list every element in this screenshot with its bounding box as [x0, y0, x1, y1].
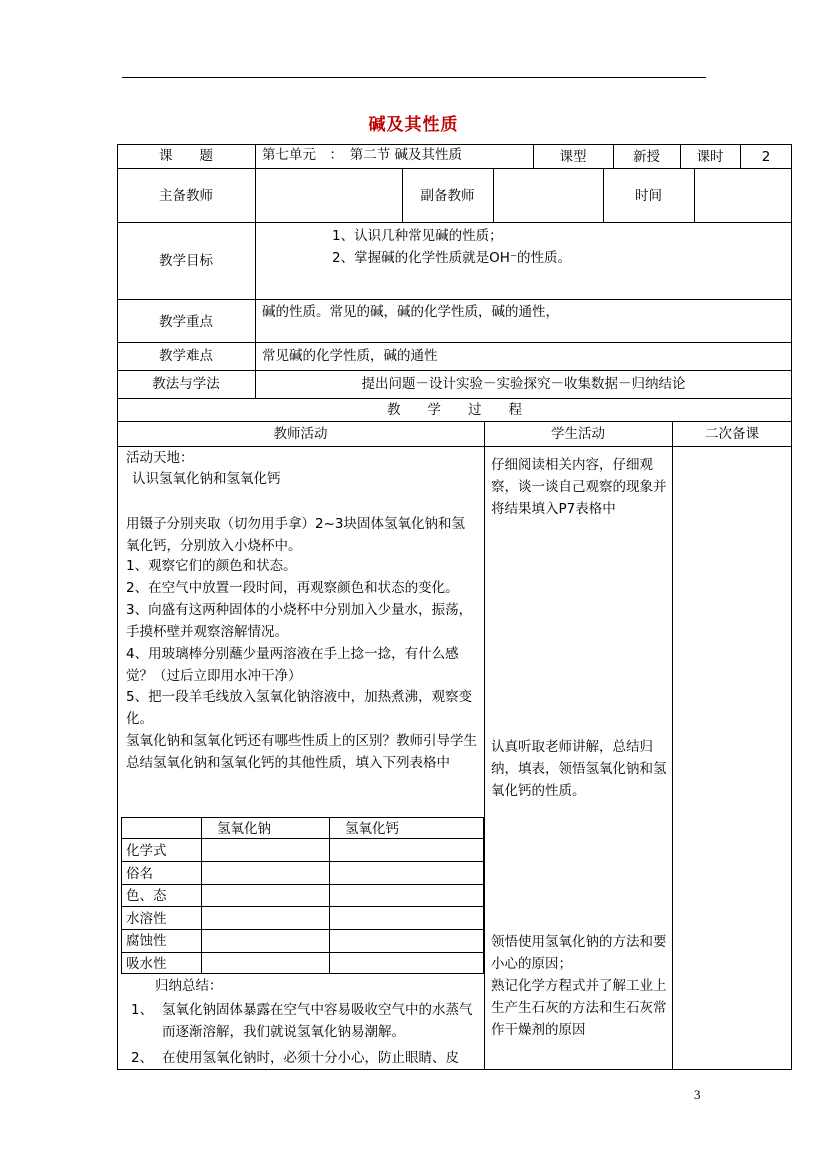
- comparison-row-label: 色、态: [126, 888, 167, 904]
- comparison-row-label: 腐蚀性: [126, 933, 167, 949]
- summary-item: 氢氧化钠固体暴露在空气中容易吸收空气中的水蒸气而逐渐溶解，我们就说氢氧化钠易潮解。: [162, 1002, 473, 1040]
- teacher-step: 1、观察它们的颜色和状态。: [126, 558, 297, 574]
- col-divider: [255, 144, 256, 398]
- inner-col-divider: [329, 817, 330, 974]
- comparison-row-label: 吸水性: [126, 956, 167, 972]
- activity-heading: 活动天地：: [126, 450, 194, 466]
- comparison-header: 氢氧化钠: [217, 821, 271, 837]
- header-rule: [122, 77, 706, 78]
- col-divider: [672, 421, 673, 1070]
- inner-row-divider: [121, 952, 484, 953]
- teacher-step: 4、用玻璃棒分别蘸少量两溶液在手上捻一捻，有什么感觉？（过后立即用水冲干净）: [126, 646, 459, 684]
- teacher-activity-header: 教师活动: [273, 426, 328, 442]
- methods-label: 教法与学法: [152, 376, 220, 392]
- summary-number: 1、: [131, 1002, 154, 1018]
- topic-label: 课 题: [159, 148, 213, 164]
- student-activity: 仔细阅读相关内容，仔细观察，谈一谈自己观察的现象并将结果填入P7表格中: [491, 457, 667, 517]
- teacher-step: 2、在空气中放置一段时间，再观察颜色和状态的变化。: [126, 580, 459, 596]
- student-activity: 认真听取老师讲解，总结归纳，填表，领悟氢氧化钠和氢氧化钙的性质。: [491, 739, 667, 799]
- difficulties-value: 常见碱的化学性质，碱的通性: [262, 348, 438, 364]
- key-points-label: 教学重点: [159, 314, 213, 330]
- summary-number: 2、: [131, 1050, 154, 1066]
- inner-row-divider: [121, 929, 484, 930]
- methods-value: 提出问题－设计实验－实验探究－收集数据－归纳结论: [361, 376, 686, 392]
- row-divider: [117, 398, 792, 399]
- hours-value: 2: [761, 149, 771, 165]
- inner-row-divider: [121, 884, 484, 885]
- comparison-row-label: 俗名: [126, 866, 153, 882]
- summary-label: 归纳总结：: [155, 978, 223, 994]
- goals-label: 教学目标: [159, 253, 213, 269]
- row-divider: [117, 168, 792, 169]
- difficulties-label: 教学难点: [159, 348, 213, 364]
- row-divider: [117, 299, 792, 300]
- goal-item: 2、掌握碱的化学性质就是OH⁻的性质。: [332, 250, 571, 266]
- lesson-type-value: 新授: [633, 149, 660, 165]
- second-prep-header: 二次备课: [705, 426, 759, 442]
- time-label: 时间: [635, 188, 662, 204]
- student-activity-header: 学生活动: [551, 426, 605, 442]
- main-teacher-label: 主备教师: [159, 188, 213, 204]
- comparison-header: 氢氧化钙: [345, 821, 399, 837]
- row-divider: [117, 446, 792, 447]
- process-heading: 教 学 过 程: [387, 402, 522, 418]
- teacher-step: 5、把一段羊毛线放入氢氧化钠溶液中，加热煮沸，观察变化。: [126, 689, 473, 727]
- row-divider: [117, 222, 792, 223]
- row-divider: [117, 421, 792, 422]
- key-points-value: 碱的性质。常见的碱，碱的化学性质，碱的通性，: [262, 304, 559, 320]
- page-number: 3: [694, 1087, 701, 1102]
- comparison-row-label: 化学式: [126, 843, 167, 859]
- col-divider: [484, 421, 485, 1070]
- inner-row-divider: [121, 838, 484, 839]
- teacher-paragraph: 氢氧化钠和氢氧化钙还有哪些性质上的区别？教师引导学生总结氢氧化钠和氢氧化钙的其他性质，填入下列表格中: [126, 733, 477, 771]
- teacher-paragraph: 用镊子分别夹取（切勿用手拿）2~3块固体氢氧化钠和氢氧化钙，分别放入小烧杯中。: [126, 516, 465, 554]
- col-divider: [694, 168, 695, 222]
- student-activity: 熟记化学方程式并了解工业上生产生石灰的方法和生石灰常作干燥剂的原因: [491, 978, 667, 1038]
- deputy-teacher-label: 副备教师: [420, 188, 475, 204]
- row-divider: [117, 370, 792, 371]
- summary-item: 在使用氢氧化钠时，必须十分小心，防止眼睛、皮: [162, 1050, 459, 1066]
- row-divider: [117, 342, 792, 343]
- goal-item: 1、认识几种常见碱的性质；: [332, 228, 503, 244]
- teacher-step: 3、向盛有这两种固体的小烧杯中分别加入少量水，振荡，手摸杯壁并观察溶解情况。: [126, 602, 473, 640]
- document-title: 碱及其性质: [368, 115, 459, 135]
- hours-label: 课时: [696, 149, 724, 165]
- topic-value: 第七单元 ： 第二节 碱及其性质: [262, 147, 463, 163]
- inner-col-divider: [201, 817, 202, 974]
- inner-row-divider: [121, 861, 484, 862]
- inner-row-divider: [121, 906, 484, 907]
- lesson-type-label: 课型: [559, 149, 587, 165]
- col-divider: [493, 168, 494, 222]
- student-activity: 领悟使用氢氧化钠的方法和要小心的原因；: [491, 934, 667, 972]
- activity-subheading: 认识氢氧化钠和氢氧化钙: [132, 471, 281, 487]
- comparison-row-label: 水溶性: [126, 911, 167, 927]
- comparison-table: [121, 817, 484, 974]
